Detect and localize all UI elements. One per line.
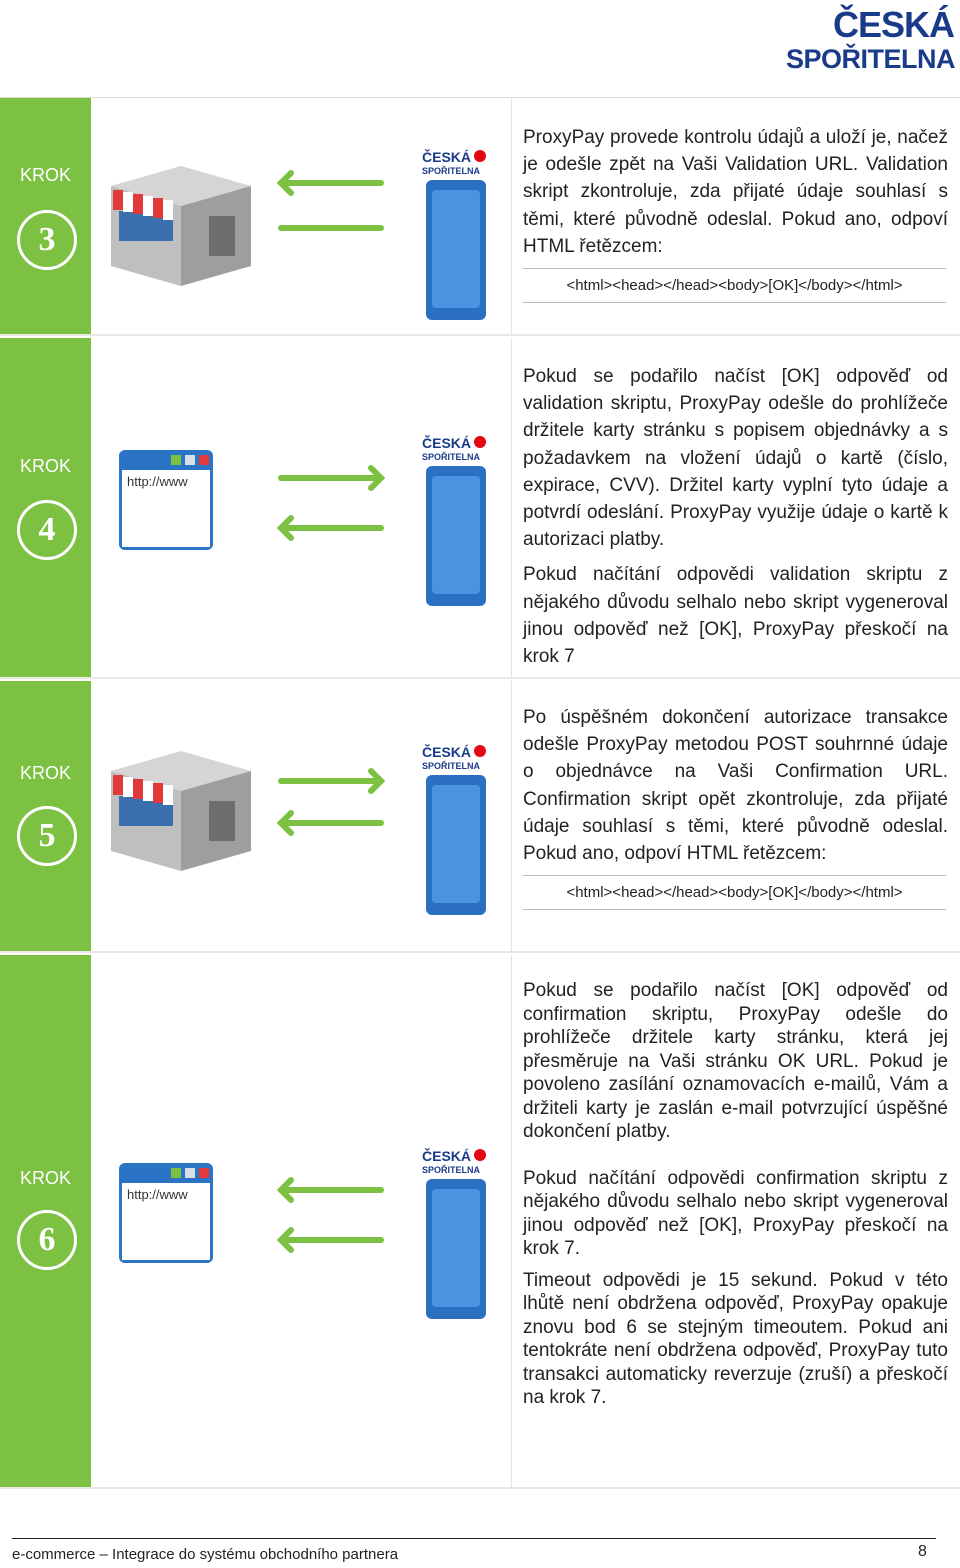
bank-label-2: SPOŘITELNA (422, 166, 481, 176)
step-paragraph: ProxyPay provede kontrolu údajů a uloží je, načež je odešle zpět na Vaši Validation URL. Validation skript zkontroluje, zda přijaté údaje souhlasí s těmi, které původně odeslal. Pokud ano, odpoví HTML řetězcem: (523, 127, 948, 257)
bank-server-icon (422, 743, 486, 915)
step-paragraph: Pokud se podařilo načíst [OK] odpověď od confirmation skriptu, ProxyPay odešle do prohlížeče držitele karty stránku, která jej přesměruje na Vaši stránku OK URL. Pokud je povoleno zasílání oznamovacích e-mailů, Vám a držiteli karty je zaslán e-mail potvrzující úspěšné dokončení platby. (523, 980, 948, 1142)
step-paragraph: Pokud se podařilo načíst [OK] odpověď od validation skriptu, ProxyPay odešle do prohlížeče držitele karty stránku s popisem objednávky a s požadavkem na vložení údajů o kartě (číslo, expirace, CVV). Držitel karty vyplní tyto údaje a potvrdí odeslání. ProxyPay využije údaje o kartě k autorizaci platby. (523, 366, 948, 551)
double-arrow-icon (281, 771, 381, 833)
step-text (523, 979, 948, 1418)
bank-logo (786, 6, 954, 74)
html-response-code: <html><head></head><body>[OK]</body></html> (523, 268, 946, 303)
bank-label-2: SPOŘITELNA (422, 761, 481, 771)
step-paragraph: Pokud načítání odpovědi validation skriptu z nějakého důvodu selhalo nebo skript vygeneroval jinou odpověď než [OK], ProxyPay přeskočí na krok 7 (523, 564, 948, 668)
step-paragraph: Po úspěšném dokončení autorizace transakce odešle ProxyPay metodou POST souhrnné údaje o objednávce na Vaši Confirmation URL. Confirmation skript opět zkontroluje, zda přijaté údaje souhlasí s těmi, které původně odeslal. Pokud ano, odpoví HTML řetězcem: (523, 707, 948, 865)
step-text (523, 363, 948, 678)
step-6 (0, 955, 960, 1489)
step-divider (0, 677, 960, 679)
step-number: 3 (17, 210, 77, 270)
step-3 (0, 98, 960, 336)
bank-server-icon (422, 434, 486, 606)
footer-divider (12, 1538, 936, 1539)
step-divider (0, 951, 960, 953)
step-number: 4 (17, 500, 77, 560)
step-label: KROK (19, 1168, 71, 1188)
step-graphic (91, 681, 512, 953)
shop-icon (111, 166, 251, 286)
bank-label-1: ČESKÁ (422, 149, 472, 165)
double-arrow-icon (281, 468, 381, 538)
step-4 (0, 338, 960, 679)
double-arrow-icon (281, 173, 381, 228)
step-paragraph: Pokud načítání odpovědi confirmation skriptu z nějakého důvodu selhalo nebo skript vygeneroval jinou odpověď než [OK], ProxyPay přeskočí na krok 7. (523, 1167, 948, 1259)
browser-url: http://www (127, 1187, 188, 1202)
step-graphic (91, 955, 512, 1489)
step-paragraph: Timeout odpovědi je 15 sekund. Pokud v této lhůtě není obdržena odpověď, ProxyPay opakuje znovu bod 6 se stejným timeoutem. Pokud ani tentokráte není obdržena odpověď, ProxyPay tuto transakci automaticky reverzuje (zruší) a přeskočí na krok 7. (523, 1269, 948, 1408)
shop-icon (111, 751, 251, 871)
step-divider (0, 334, 960, 336)
browser-url: http://www (127, 474, 188, 489)
step-graphic (91, 98, 512, 336)
step-number: 5 (17, 806, 77, 866)
step-text (523, 124, 948, 268)
step-label: KROK (19, 165, 71, 185)
step-graphic (91, 338, 512, 679)
logo-line-2: SPOŘITELNA (786, 44, 956, 74)
step-number: 6 (17, 1210, 77, 1270)
bank-label-2: SPOŘITELNA (422, 452, 481, 462)
step-label: KROK (19, 763, 71, 783)
bank-server-icon (422, 148, 486, 320)
browser-window-icon (119, 1163, 213, 1263)
bank-label-1: ČESKÁ (422, 744, 472, 760)
bank-label-1: ČESKÁ (422, 1148, 472, 1164)
bank-server-icon (422, 1147, 486, 1319)
step-label: KROK (19, 456, 71, 476)
browser-window-icon (119, 450, 213, 550)
logo-line-1: ČESKÁ (832, 4, 954, 45)
html-response-code: <html><head></head><body>[OK]</body></html> (523, 875, 946, 910)
page-number: 8 (918, 1543, 927, 1560)
footer-title: e-commerce – Integrace do systému obchodního partnera (12, 1546, 399, 1563)
step-5 (0, 681, 960, 953)
bank-label-2: SPOŘITELNA (422, 1165, 481, 1175)
bank-label-1: ČESKÁ (422, 435, 472, 451)
step-text (523, 704, 948, 875)
step-divider (0, 1487, 960, 1489)
double-arrow-icon (281, 1180, 381, 1250)
